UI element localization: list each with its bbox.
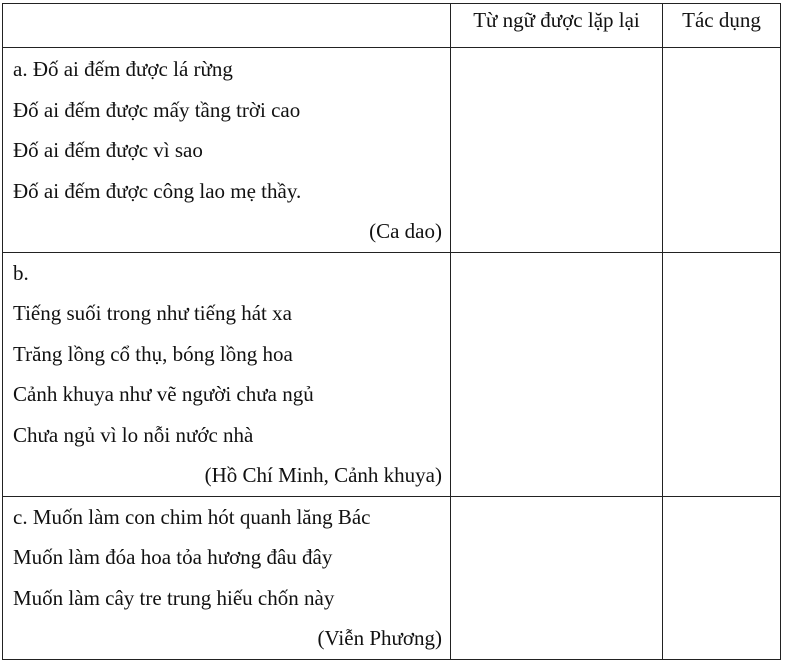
poem-cell-c [3,496,451,659]
poem-line: Đố ai đếm được công lao mẹ thầy. [13,178,302,203]
poem-line: Muốn làm đóa hoa tỏa hương đâu đây [13,545,333,569]
poem-line: Muốn làm cây tre trung hiếu chốn này [13,585,335,610]
poem-line: Chưa ngủ vì lo nỗi nước nhà [13,422,254,447]
poem-cell-b [3,252,451,496]
poem-cell-a [3,48,451,253]
header-row [3,4,781,48]
poem-line: c. Muốn làm con chim hót quanh lăng Bác [13,504,371,529]
repeated-words-cell-a[interactable] [451,48,663,253]
poem-line: Cảnh khuya như vẽ người chưa ngủ [13,382,314,406]
poem-line: Đố ai đếm được vì sao [13,138,203,162]
poem-line: Đố ai đếm được mấy tầng trời cao [13,97,301,122]
poem-line: b. [13,260,29,285]
poem-line: Tiếng suối trong như tiếng hát xa [13,301,292,325]
repeated-words-cell-b[interactable] [451,252,663,496]
table-row-a [3,48,781,253]
exercise-table [2,3,781,660]
poem-source: (Ca dao) [369,219,442,243]
table-row-b [3,252,781,496]
table-row-c [3,496,781,659]
effect-cell-b[interactable] [663,252,781,496]
effect-cell-a[interactable] [663,48,781,253]
repeated-words-cell-c[interactable] [451,496,663,659]
header-repeated-words: Từ ngữ được lặp lại [451,4,663,48]
header-poem [3,4,451,48]
poem-line: a. Đố ai đếm được lá rừng [13,57,233,81]
poem-line: Trăng lồng cổ thụ, bóng lồng hoa [13,341,293,366]
effect-cell-c[interactable] [663,496,781,659]
header-effect: Tác dụng [663,4,781,48]
poem-source: (Viễn Phương) [317,626,442,650]
poem-source: (Hồ Chí Minh, Cảnh khuya) [204,463,442,487]
